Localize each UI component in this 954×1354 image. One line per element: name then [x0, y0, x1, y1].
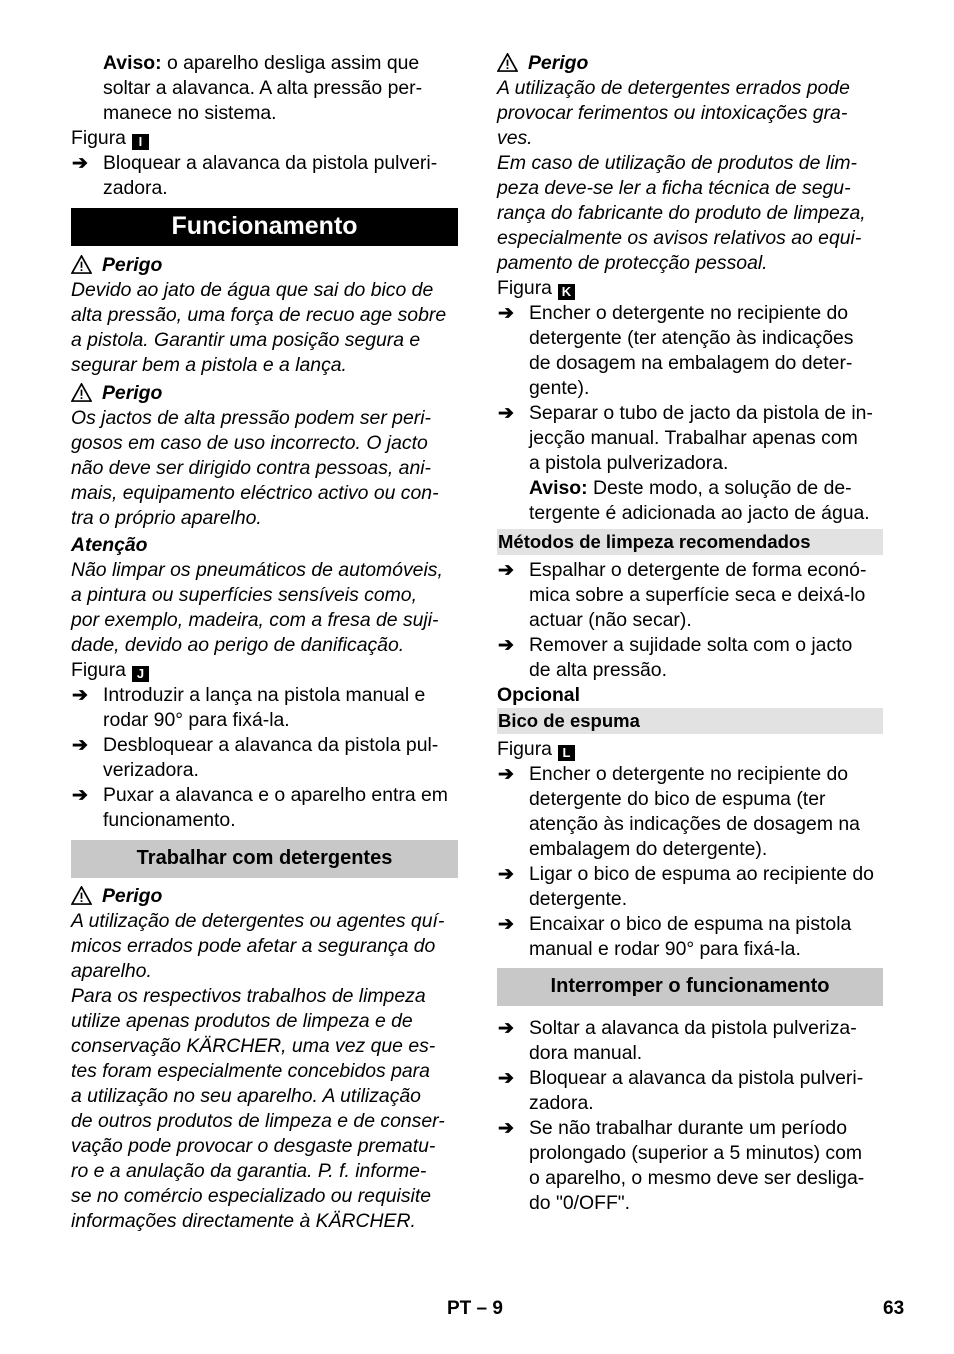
danger-heading: Perigo [497, 51, 883, 76]
page-number: 63 [883, 1298, 905, 1319]
list-item: ➔ Desbloquear a alavanca da pistola pul- verizadora. [72, 734, 439, 781]
figure-letter-box: K [558, 284, 575, 300]
list-item: ➔ Espalhar o detergente de forma econó- mica sobre a superfície seca e deixá-lo actuar (não secar). [498, 559, 867, 631]
figure-letter-box: J [132, 666, 149, 682]
notice-label: Aviso: [103, 52, 162, 74]
list-item: ➔ Ligar o bico de espuma ao recipiente do detergente. [498, 863, 874, 910]
danger-text: Os jactos de alta pressão podem ser peri- gosos em caso de uso incorrecto. O jacto não deve ser dirigido contra pessoas, ani- mais, equipamento eléctrico activo ou con- tra o próprio aparelho. [71, 407, 439, 529]
subsection-title: Interromper o funcionamento [497, 968, 883, 1006]
list-item: ➔ Encher o detergente no recipiente do detergente (ter atenção às indicações de dosagem na embalagem do deter- gente). [498, 302, 854, 399]
list-item: ➔ Bloquear a alavanca da pistola pulveri- zadora. [498, 1067, 864, 1114]
subsection-title: Bico de espuma [497, 708, 883, 734]
subsection-title: Trabalhar com detergentes [71, 840, 458, 878]
arrow-right-icon: ➔ [498, 1018, 514, 1039]
notice-line: tergente é adicionada ao jacto de água. [529, 502, 870, 524]
danger-text: A utilização de detergentes ou agentes quí- micos errados pode afetar a segurança do aparelho. Para os respectivos trabalhos de limpeza utilize apenas produtos de limpeza e de conservação KÄRCHER, uma vez que es- tes foram especialmente concebidos para a utilização no seu aparelho. A utilização de outros produtos de limpeza e de conser- vação pode provocar o desgaste prematu- ro e a anulação da garantia. P. f. informe- se no comércio especializado ou requisite informações directamente à KÄRCHER. [71, 910, 445, 1232]
attention-heading: Atenção [71, 534, 148, 556]
notice-label: Aviso: [529, 477, 588, 499]
warning-triangle-icon [497, 53, 518, 72]
list-item: ➔ Puxar a alavanca e o aparelho entra em funcionamento. [72, 784, 448, 831]
arrow-right-icon: ➔ [498, 560, 514, 581]
figure-reference: Figura I [71, 126, 458, 151]
notice-line: Aviso: o aparelho desliga assim que [103, 52, 420, 74]
arrow-right-icon: ➔ [72, 785, 88, 806]
right-column [497, 51, 883, 1216]
optional-label: Opcional [497, 684, 580, 706]
list-item: ➔ Separar o tubo de jacto da pistola de in- jecção manual. Trabalhar apenas com a pistola pulverizadora. [498, 402, 873, 474]
notice-line: soltar a alavanca. A alta pressão per- [103, 77, 423, 99]
danger-text: A utilização de detergentes errados pode provocar ferimentos ou intoxicações gra- ves. Em caso de utilização de produtos de lim- peza deve-se ler a ficha técnica de segu- rança do fabricante do produto de limpeza, especialmente os avisos relativos ao equi- pamento de protecção pessoal. [497, 77, 866, 274]
list-item: ➔ Encher o detergente no recipiente do detergente do bico de espuma (ter atenção às indicações de dosagem na embalagem do detergente). [498, 763, 860, 860]
attention-text: Não limpar os pneumáticos de automóveis, a pintura ou superfícies sensíveis como, por exemplo, madeira, com a fresa de suji- dade, devido ao perigo de danificação. [71, 559, 443, 656]
arrow-right-icon: ➔ [72, 735, 88, 756]
danger-heading: Perigo [71, 884, 458, 909]
list-item: ➔ Soltar a alavanca da pistola pulveriza- dora manual. [498, 1017, 857, 1064]
warning-triangle-icon [71, 886, 92, 905]
arrow-right-icon: ➔ [498, 403, 514, 424]
notice-line: Aviso: Deste modo, a solução de de- [529, 477, 852, 499]
arrow-right-icon: ➔ [498, 303, 514, 324]
arrow-right-icon: ➔ [498, 864, 514, 885]
list-item: ➔ Se não trabalhar durante um período prolongado (superior a 5 minutos) com o aparelho, o mesmo deve ser desliga- do "0/OFF". [498, 1117, 865, 1214]
arrow-right-icon: ➔ [72, 685, 88, 706]
figure-reference: Figura K [497, 276, 883, 301]
danger-heading: Perigo [71, 253, 458, 278]
arrow-right-icon: ➔ [498, 635, 514, 656]
warning-triangle-icon [71, 255, 92, 274]
warning-triangle-icon [71, 383, 92, 402]
left-column [71, 51, 458, 1234]
list-item: ➔ Bloquear a alavanca da pistola pulveri- zadora. [72, 152, 438, 199]
arrow-right-icon: ➔ [498, 764, 514, 785]
footer-section-page: PT – 9 [447, 1298, 503, 1319]
arrow-right-icon: ➔ [72, 153, 88, 174]
list-item: ➔ Remover a sujidade solta com o jacto de alta pressão. [498, 634, 853, 681]
figure-letter-box: L [558, 745, 575, 761]
subsection-title: Métodos de limpeza recomendados [497, 529, 883, 555]
arrow-right-icon: ➔ [498, 914, 514, 935]
notice-line: manece no sistema. [103, 102, 277, 124]
danger-heading: Perigo [71, 381, 458, 406]
section-title: Funcionamento [71, 208, 458, 246]
arrow-right-icon: ➔ [498, 1068, 514, 1089]
figure-reference: Figura J [71, 658, 458, 683]
list-item: ➔ Introduzir a lança na pistola manual e rodar 90° para fixá-la. [72, 684, 426, 731]
arrow-right-icon: ➔ [498, 1118, 514, 1139]
list-item: ➔ Encaixar o bico de espuma na pistola manual e rodar 90° para fixá-la. [498, 913, 852, 960]
figure-reference: Figura L [497, 737, 883, 762]
figure-letter-box: I [132, 134, 149, 150]
danger-text: Devido ao jato de água que sai do bico de alta pressão, uma força de recuo age sobre a pistola. Garantir uma posição segura e segurar bem a pistola e a lança. [71, 279, 447, 376]
